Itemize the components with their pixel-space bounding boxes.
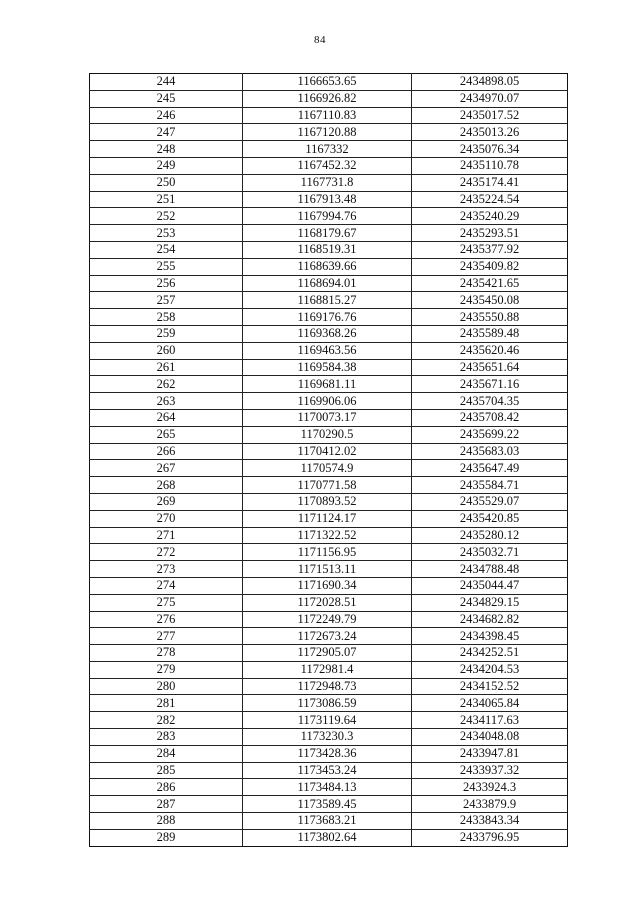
x-coordinate-cell: 1167913.48	[243, 191, 412, 208]
point-number-cell: 257	[90, 292, 243, 309]
x-coordinate-cell: 1171124.17	[243, 510, 412, 527]
x-coordinate-cell: 1169463.56	[243, 342, 412, 359]
point-number-cell: 274	[90, 577, 243, 594]
point-number-cell: 249	[90, 157, 243, 174]
x-coordinate-cell: 1166926.82	[243, 90, 412, 107]
x-coordinate-cell: 1172249.79	[243, 611, 412, 628]
point-number-cell: 284	[90, 745, 243, 762]
y-coordinate-cell: 2433937.32	[412, 762, 568, 779]
point-number-cell: 282	[90, 712, 243, 729]
table-row	[90, 460, 568, 477]
y-coordinate-cell: 2434152.52	[412, 678, 568, 695]
point-number-cell: 256	[90, 275, 243, 292]
point-number-cell: 281	[90, 695, 243, 712]
point-number-cell: 276	[90, 611, 243, 628]
y-coordinate-cell: 2435589.48	[412, 325, 568, 342]
table-row	[90, 174, 568, 191]
table-row	[90, 544, 568, 561]
y-coordinate-cell: 2435174.41	[412, 174, 568, 191]
y-coordinate-cell: 2435224.54	[412, 191, 568, 208]
x-coordinate-cell: 1173230.3	[243, 729, 412, 746]
x-coordinate-cell: 1168639.66	[243, 258, 412, 275]
y-coordinate-cell: 2435671.16	[412, 376, 568, 393]
x-coordinate-cell: 1168179.67	[243, 225, 412, 242]
x-coordinate-cell: 1171322.52	[243, 527, 412, 544]
x-coordinate-cell: 1172673.24	[243, 628, 412, 645]
x-coordinate-cell: 1167120.88	[243, 124, 412, 141]
table-row	[90, 426, 568, 443]
x-coordinate-cell: 1167994.76	[243, 208, 412, 225]
y-coordinate-cell: 2434117.63	[412, 712, 568, 729]
table-row	[90, 527, 568, 544]
y-coordinate-cell: 2434065.84	[412, 695, 568, 712]
y-coordinate-cell: 2433947.81	[412, 745, 568, 762]
x-coordinate-cell: 1170574.9	[243, 460, 412, 477]
x-coordinate-cell: 1167110.83	[243, 107, 412, 124]
table-row	[90, 376, 568, 393]
point-number-cell: 263	[90, 393, 243, 410]
table-row	[90, 796, 568, 813]
table-row	[90, 779, 568, 796]
point-number-cell: 250	[90, 174, 243, 191]
y-coordinate-cell: 2434398.45	[412, 628, 568, 645]
point-number-cell: 245	[90, 90, 243, 107]
table-row	[90, 359, 568, 376]
point-number-cell: 287	[90, 796, 243, 813]
page-number: 84	[314, 34, 326, 46]
point-number-cell: 289	[90, 829, 243, 846]
point-number-cell: 252	[90, 208, 243, 225]
point-number-cell: 270	[90, 510, 243, 527]
y-coordinate-cell: 2433843.34	[412, 813, 568, 830]
y-coordinate-cell: 2435708.42	[412, 409, 568, 426]
x-coordinate-cell: 1168519.31	[243, 241, 412, 258]
x-coordinate-cell: 1173119.64	[243, 712, 412, 729]
point-number-cell: 246	[90, 107, 243, 124]
y-coordinate-cell: 2435683.03	[412, 443, 568, 460]
point-number-cell: 288	[90, 813, 243, 830]
table-row	[90, 493, 568, 510]
point-number-cell: 244	[90, 74, 243, 91]
table-row	[90, 762, 568, 779]
x-coordinate-cell: 1171690.34	[243, 577, 412, 594]
point-number-cell: 255	[90, 258, 243, 275]
table-row	[90, 342, 568, 359]
point-number-cell: 261	[90, 359, 243, 376]
x-coordinate-cell: 1172981.4	[243, 661, 412, 678]
y-coordinate-cell: 2435647.49	[412, 460, 568, 477]
x-coordinate-cell: 1169681.11	[243, 376, 412, 393]
table-row	[90, 695, 568, 712]
y-coordinate-cell: 2435110.78	[412, 157, 568, 174]
x-coordinate-cell: 1170290.5	[243, 426, 412, 443]
x-coordinate-cell: 1173086.59	[243, 695, 412, 712]
y-coordinate-cell: 2435699.22	[412, 426, 568, 443]
y-coordinate-cell: 2433796.95	[412, 829, 568, 846]
point-number-cell: 286	[90, 779, 243, 796]
table-row	[90, 241, 568, 258]
y-coordinate-cell: 2434252.51	[412, 645, 568, 662]
table-row	[90, 611, 568, 628]
y-coordinate-cell: 2434829.15	[412, 594, 568, 611]
y-coordinate-cell: 2435240.29	[412, 208, 568, 225]
table-row	[90, 577, 568, 594]
point-number-cell: 260	[90, 342, 243, 359]
x-coordinate-cell: 1167452.32	[243, 157, 412, 174]
y-coordinate-cell: 2434048.08	[412, 729, 568, 746]
point-number-cell: 258	[90, 309, 243, 326]
x-coordinate-cell: 1173683.21	[243, 813, 412, 830]
x-coordinate-cell: 1167332	[243, 141, 412, 158]
table-row	[90, 90, 568, 107]
y-coordinate-cell: 2433879.9	[412, 796, 568, 813]
table-row	[90, 141, 568, 158]
point-number-cell: 279	[90, 661, 243, 678]
y-coordinate-cell: 2435032.71	[412, 544, 568, 561]
y-coordinate-cell: 2435280.12	[412, 527, 568, 544]
x-coordinate-cell: 1168815.27	[243, 292, 412, 309]
table-row	[90, 661, 568, 678]
table-row	[90, 829, 568, 846]
point-number-cell: 269	[90, 493, 243, 510]
y-coordinate-cell: 2435550.88	[412, 309, 568, 326]
table-row	[90, 258, 568, 275]
table-row	[90, 443, 568, 460]
point-number-cell: 259	[90, 325, 243, 342]
x-coordinate-cell: 1173802.64	[243, 829, 412, 846]
point-number-cell: 278	[90, 645, 243, 662]
y-coordinate-cell: 2433924.3	[412, 779, 568, 796]
table-row	[90, 645, 568, 662]
table-row	[90, 74, 568, 91]
y-coordinate-cell: 2435421.65	[412, 275, 568, 292]
x-coordinate-cell: 1173589.45	[243, 796, 412, 813]
y-coordinate-cell: 2435420.85	[412, 510, 568, 527]
y-coordinate-cell: 2434970.07	[412, 90, 568, 107]
y-coordinate-cell: 2435293.51	[412, 225, 568, 242]
point-number-cell: 262	[90, 376, 243, 393]
coordinate-table	[89, 73, 568, 847]
point-number-cell: 277	[90, 628, 243, 645]
x-coordinate-cell: 1173453.24	[243, 762, 412, 779]
table-row	[90, 191, 568, 208]
y-coordinate-cell: 2435013.26	[412, 124, 568, 141]
table-row	[90, 325, 568, 342]
point-number-cell: 283	[90, 729, 243, 746]
point-number-cell: 265	[90, 426, 243, 443]
x-coordinate-cell: 1170771.58	[243, 477, 412, 494]
table-row	[90, 157, 568, 174]
y-coordinate-cell: 2435450.08	[412, 292, 568, 309]
point-number-cell: 253	[90, 225, 243, 242]
x-coordinate-cell: 1170412.02	[243, 443, 412, 460]
point-number-cell: 248	[90, 141, 243, 158]
point-number-cell: 264	[90, 409, 243, 426]
y-coordinate-cell: 2434788.48	[412, 561, 568, 578]
x-coordinate-cell: 1173484.13	[243, 779, 412, 796]
point-number-cell: 285	[90, 762, 243, 779]
y-coordinate-cell: 2435076.34	[412, 141, 568, 158]
table-row	[90, 393, 568, 410]
y-coordinate-cell: 2435584.71	[412, 477, 568, 494]
table-row	[90, 107, 568, 124]
table-row	[90, 561, 568, 578]
table-row	[90, 510, 568, 527]
x-coordinate-cell: 1168694.01	[243, 275, 412, 292]
table-row	[90, 124, 568, 141]
x-coordinate-cell: 1173428.36	[243, 745, 412, 762]
point-number-cell: 266	[90, 443, 243, 460]
point-number-cell: 275	[90, 594, 243, 611]
x-coordinate-cell: 1170893.52	[243, 493, 412, 510]
table-row	[90, 745, 568, 762]
point-number-cell: 271	[90, 527, 243, 544]
x-coordinate-cell: 1169368.26	[243, 325, 412, 342]
x-coordinate-cell: 1172028.51	[243, 594, 412, 611]
point-number-cell: 272	[90, 544, 243, 561]
table-row	[90, 225, 568, 242]
x-coordinate-cell: 1169906.06	[243, 393, 412, 410]
table-row	[90, 712, 568, 729]
y-coordinate-cell: 2435651.64	[412, 359, 568, 376]
y-coordinate-cell: 2435377.92	[412, 241, 568, 258]
table-row	[90, 628, 568, 645]
table-row	[90, 729, 568, 746]
point-number-cell: 267	[90, 460, 243, 477]
y-coordinate-cell: 2435409.82	[412, 258, 568, 275]
x-coordinate-cell: 1172905.07	[243, 645, 412, 662]
y-coordinate-cell: 2434682.82	[412, 611, 568, 628]
table-row	[90, 292, 568, 309]
x-coordinate-cell: 1171513.11	[243, 561, 412, 578]
table-row	[90, 409, 568, 426]
table-row	[90, 813, 568, 830]
y-coordinate-cell: 2435017.52	[412, 107, 568, 124]
table-body	[90, 74, 568, 847]
table-row	[90, 309, 568, 326]
y-coordinate-cell: 2435529.07	[412, 493, 568, 510]
table-row	[90, 594, 568, 611]
x-coordinate-cell: 1167731.8	[243, 174, 412, 191]
table-row	[90, 208, 568, 225]
y-coordinate-cell: 2435704.35	[412, 393, 568, 410]
table-row	[90, 477, 568, 494]
y-coordinate-cell: 2435044.47	[412, 577, 568, 594]
point-number-cell: 247	[90, 124, 243, 141]
y-coordinate-cell: 2434898.05	[412, 74, 568, 91]
x-coordinate-cell: 1169584.38	[243, 359, 412, 376]
y-coordinate-cell: 2435620.46	[412, 342, 568, 359]
table-row	[90, 275, 568, 292]
table-row	[90, 678, 568, 695]
y-coordinate-cell: 2434204.53	[412, 661, 568, 678]
point-number-cell: 273	[90, 561, 243, 578]
point-number-cell: 280	[90, 678, 243, 695]
x-coordinate-cell: 1166653.65	[243, 74, 412, 91]
x-coordinate-cell: 1172948.73	[243, 678, 412, 695]
point-number-cell: 251	[90, 191, 243, 208]
point-number-cell: 268	[90, 477, 243, 494]
x-coordinate-cell: 1171156.95	[243, 544, 412, 561]
coordinate-table-container	[89, 73, 567, 847]
x-coordinate-cell: 1169176.76	[243, 309, 412, 326]
point-number-cell: 254	[90, 241, 243, 258]
x-coordinate-cell: 1170073.17	[243, 409, 412, 426]
